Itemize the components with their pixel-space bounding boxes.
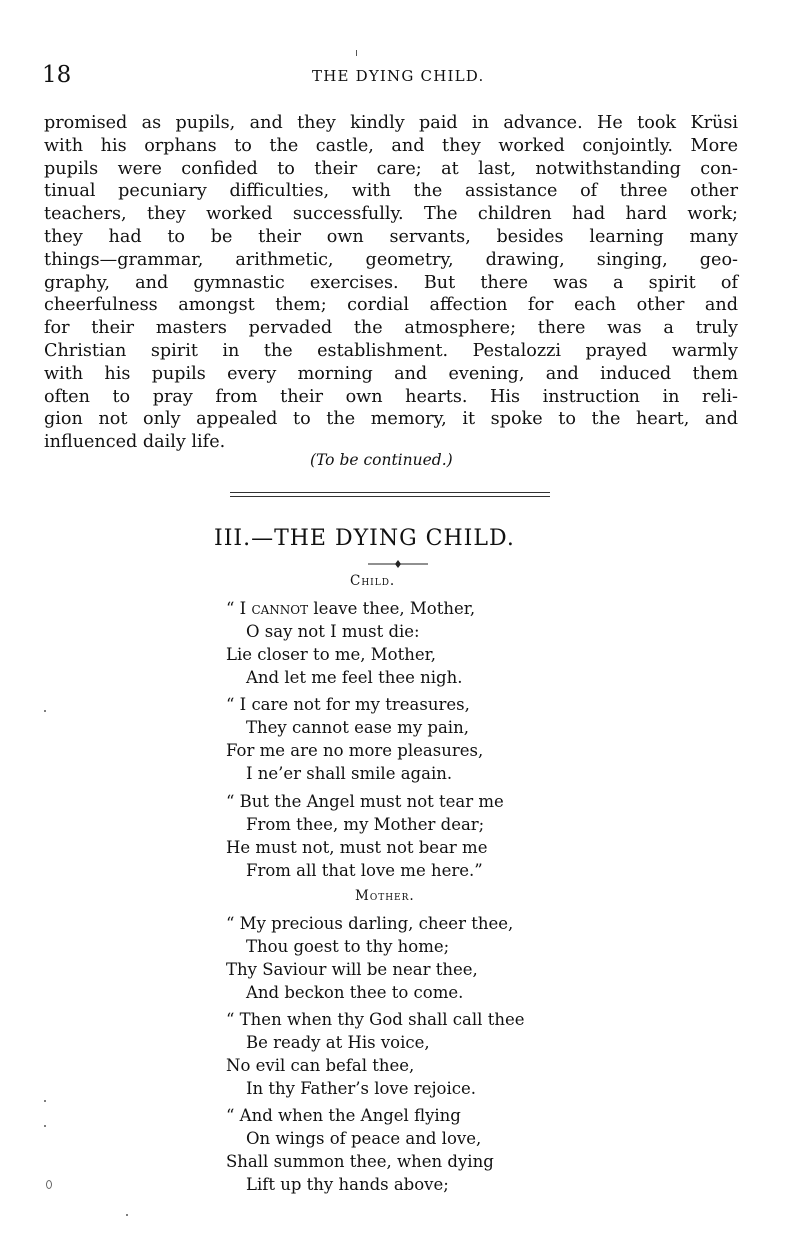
verse-line: From thee, my Mother dear; (246, 815, 485, 834)
verse-line: And let me feel thee nigh. (246, 668, 463, 687)
prose-paragraph (44, 112, 738, 454)
scan-speck (44, 1100, 46, 1102)
scan-speck (126, 1214, 128, 1216)
poem-stanza (226, 597, 475, 689)
verse-line: Thy Saviour will be near thee, (226, 960, 478, 979)
prose-line: influenced daily life. (44, 432, 226, 453)
poem-stanza (226, 1104, 494, 1196)
verse-line: “ But the Angel must not tear me (226, 792, 504, 811)
prose-line: for their masters pervaded the atmosphere; there was a truly (44, 318, 738, 339)
verse-line: “ I care not for my treasures, (226, 695, 470, 714)
prose-line: promised as pupils, and they kindly paid in advance. He took Krüsi (44, 113, 738, 133)
verse-line: Lie closer to me, Mother, (226, 645, 436, 664)
prose-line: graphy, and gymnastic exercises. But there was a spirit of (44, 272, 738, 293)
verse-line: In thy Father’s love rejoice. (246, 1079, 477, 1098)
prose-line: gion not only appealed to the memory, it spoke to the heart, and (44, 409, 738, 430)
verse-line: Be ready at His voice, (246, 1033, 430, 1052)
verse-line: And beckon thee to come. (246, 983, 464, 1002)
speaker-mother: Mother. (355, 888, 415, 904)
scan-speck (46, 1180, 52, 1189)
prose-line: tinual pecuniary difficulties, with the assistance of three other (44, 181, 738, 202)
verse-open: “ I (226, 599, 252, 618)
scan-speck (356, 50, 357, 56)
running-head: THE DYING CHILD. (312, 67, 485, 85)
scan-speck (44, 1125, 46, 1127)
verse-line: Shall summon thee, when dying (226, 1152, 494, 1171)
verse-line: “ And when the Angel flying (226, 1106, 461, 1125)
to-be-continued: (To be continued.) (310, 451, 453, 469)
prose-line: Christian spirit in the establishment. Pestalozzi prayed warmly (44, 340, 738, 361)
verse-line: Thou goest to thy home; (246, 937, 450, 956)
verse-line: For me are no more pleasures, (226, 741, 484, 760)
verse-line: “ My precious darling, cheer thee, (226, 914, 514, 933)
verse-small-caps: cannot (251, 599, 309, 618)
prose-line: pupils were confided to their care; at last, notwithstanding con- (44, 158, 738, 179)
section-divider (230, 492, 550, 493)
prose-line: cheerfulness amongst them; cordial affection for each other and (44, 295, 738, 316)
verse-line: No evil can befal thee, (226, 1056, 415, 1075)
prose-line: things—grammar, arithmetic, geometry, drawing, singing, geo- (44, 249, 738, 270)
verse-line: He must not, must not bear me (226, 838, 488, 857)
verse-line: Lift up thy hands above; (246, 1175, 449, 1194)
prose-line: they had to be their own servants, besides learning many (44, 226, 738, 247)
section-title: III.—THE DYING CHILD. (214, 526, 515, 551)
verse-rest: leave thee, Mother, (308, 599, 476, 618)
verse-line: They cannot ease my pain, (246, 718, 469, 737)
verse-line: On wings of peace and love, (246, 1129, 482, 1148)
verse-line: I ne’er shall smile again. (246, 764, 453, 783)
verse-line: “ Then when thy God shall call thee (226, 1010, 525, 1029)
section-divider (230, 496, 550, 497)
ornament-dash-icon (368, 559, 428, 569)
verse-line: O say not I must die: (246, 622, 420, 641)
prose-line: with his pupils every morning and evening, and induced them (44, 363, 738, 384)
poem-stanza (226, 790, 504, 882)
prose-line: often to pray from their own hearts. His instruction in reli- (44, 386, 738, 407)
poem-stanza (226, 1008, 524, 1100)
speaker-child: Child. (350, 573, 396, 589)
scan-speck (44, 710, 46, 712)
poem-stanza (226, 693, 483, 785)
verse-line: From all that love me here.” (246, 861, 483, 880)
page-header (42, 62, 742, 90)
prose-line: teachers, they worked successfully. The children had hard work; (44, 204, 738, 225)
prose-line: with his orphans to the castle, and they worked conjointly. More (44, 135, 738, 156)
verse-line (226, 597, 475, 620)
page-number: 18 (42, 62, 72, 88)
poem-stanza (226, 912, 513, 1004)
